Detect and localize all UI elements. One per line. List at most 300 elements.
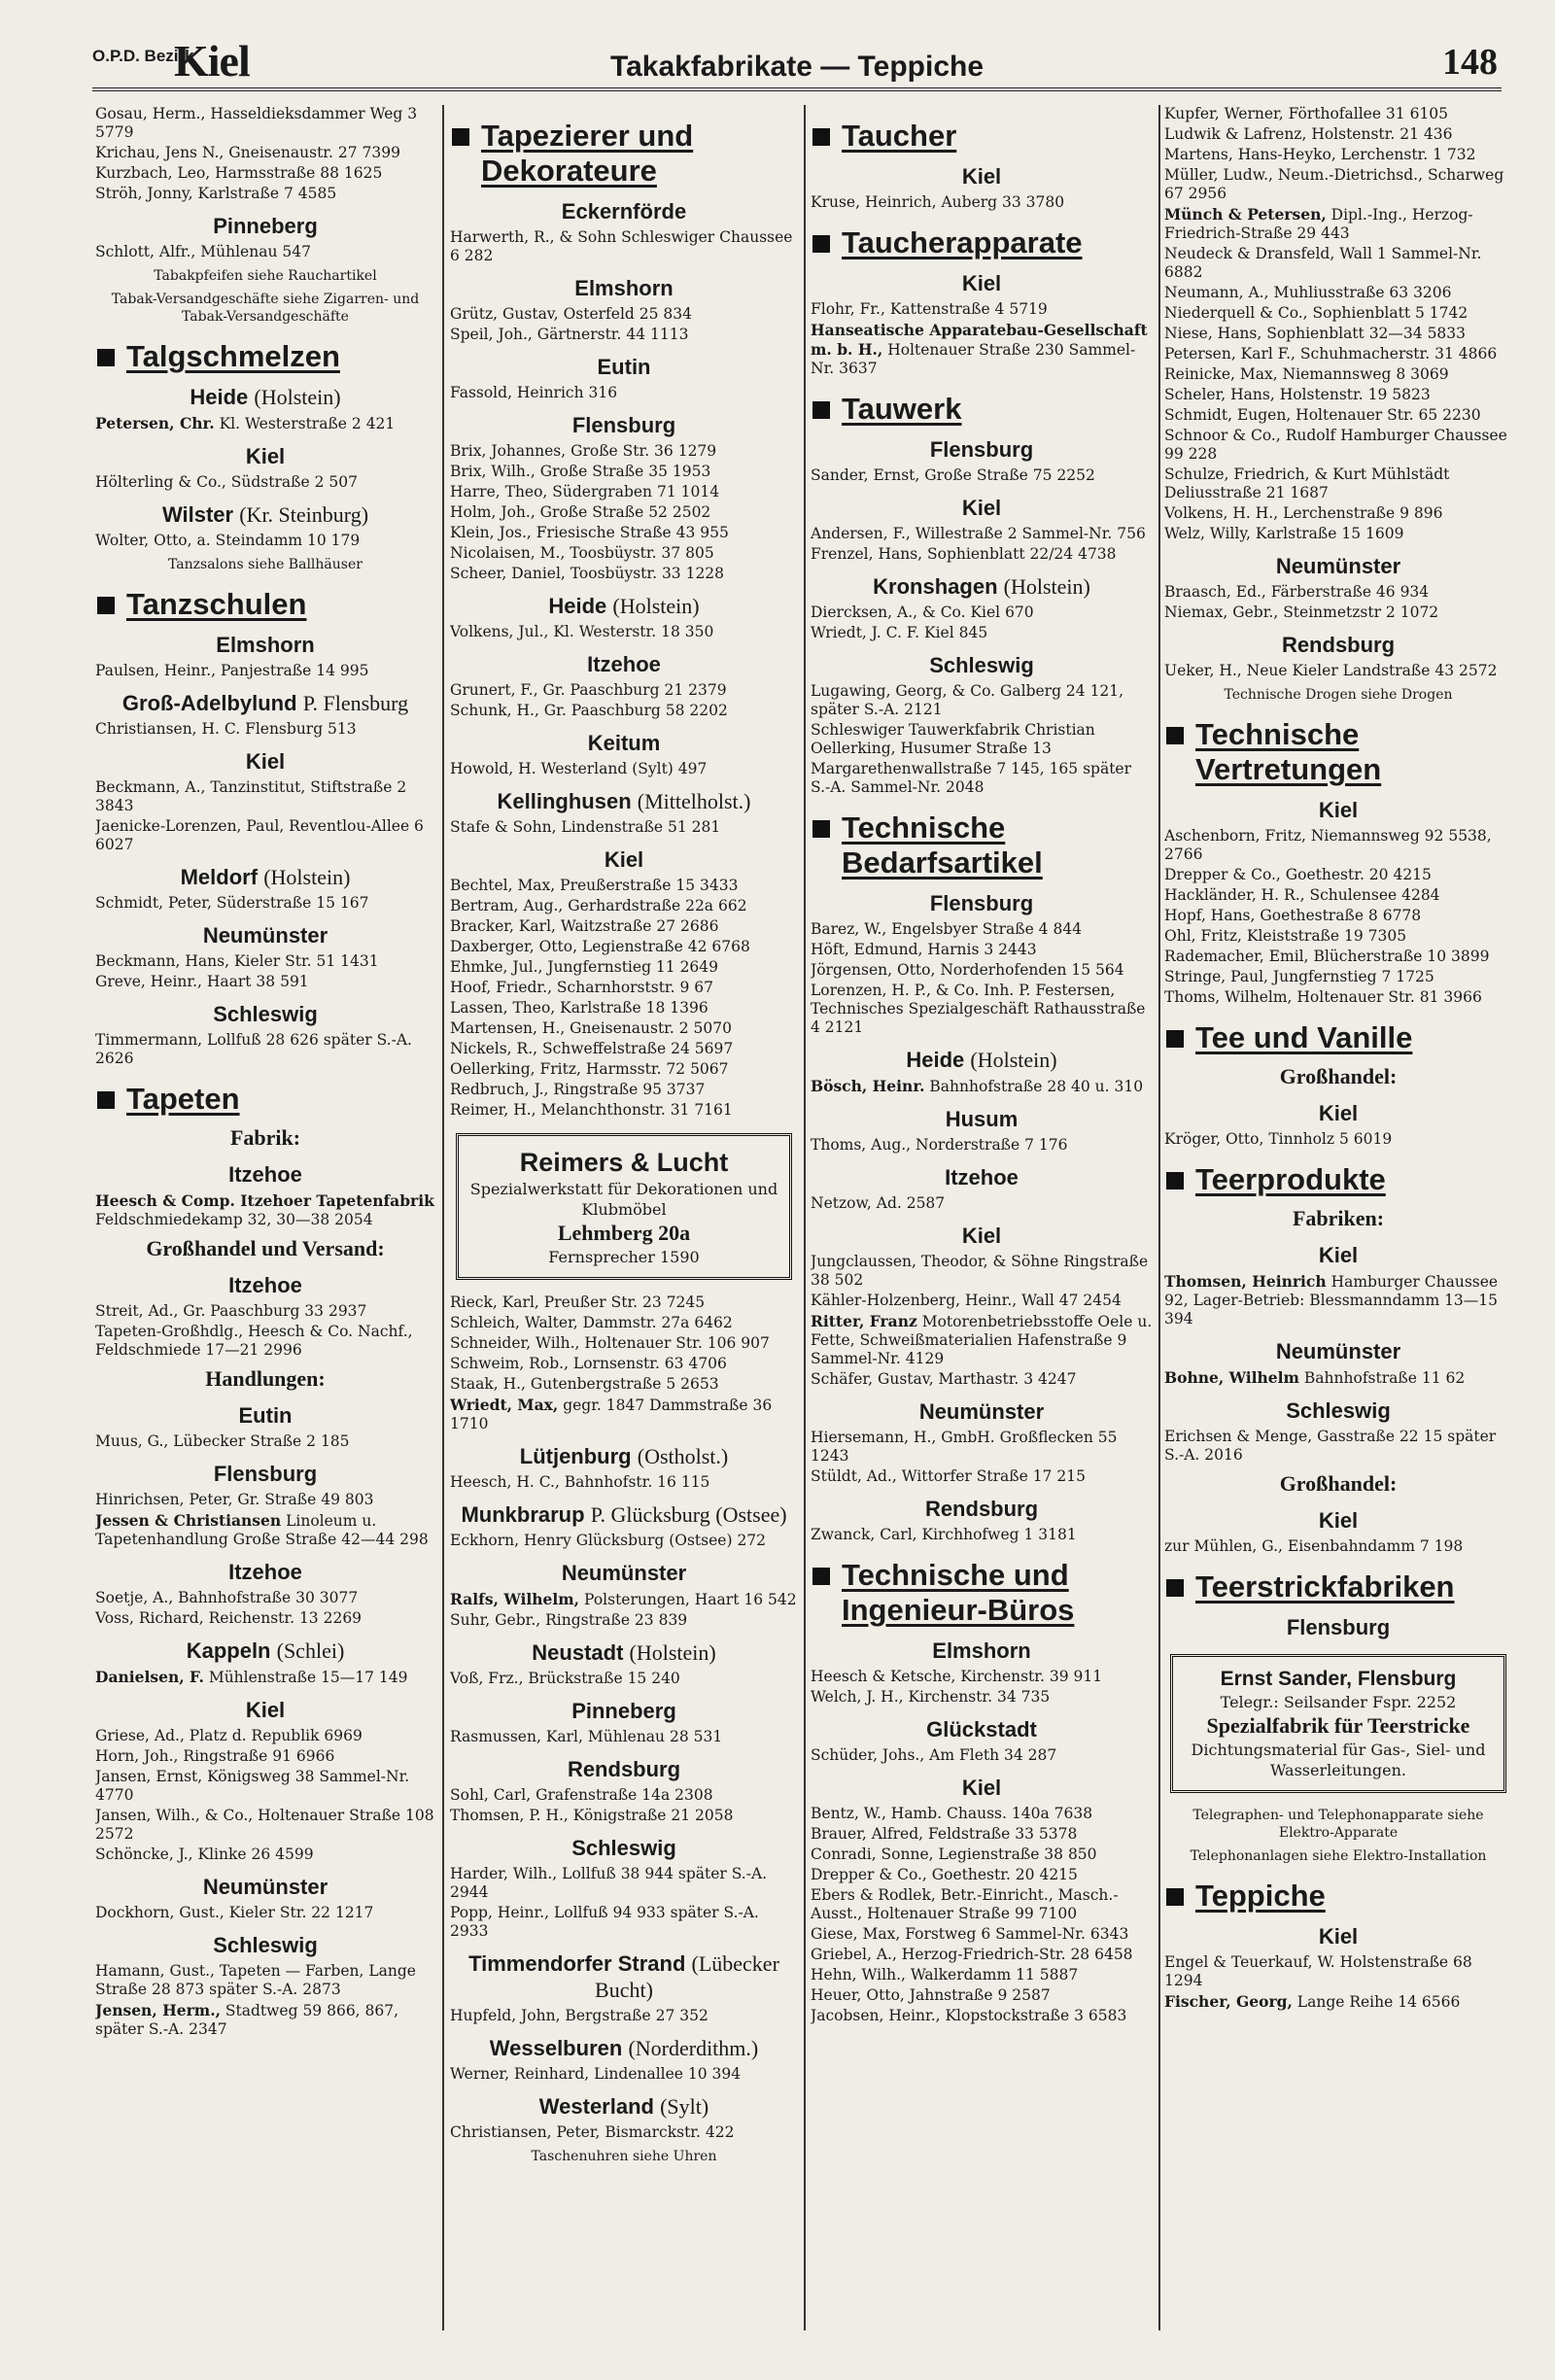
- listing-entry: [450, 1728, 798, 1746]
- listing-entry: [1164, 886, 1512, 905]
- listing-text: Holm, Joh., Große Straße 52 2502: [450, 503, 711, 521]
- category-marker-icon: [1166, 1579, 1184, 1597]
- town-name: Kiel: [961, 1224, 1002, 1248]
- column-divider: [804, 105, 806, 2330]
- town-name: Glückstadt: [926, 1717, 1037, 1742]
- listing-entry: [811, 941, 1153, 959]
- listing-entry: [450, 1355, 798, 1373]
- listing-entry: [1164, 1368, 1512, 1388]
- listing-entry: [450, 681, 798, 700]
- town-suffix: (Holstein): [629, 1640, 716, 1665]
- listing-entry: [450, 565, 798, 583]
- listing-entry: [811, 321, 1153, 378]
- cross-reference: Telegraphen- und Telephonapparate siehe Elektro-Apparate: [1192, 1808, 1484, 1841]
- town-heading: [450, 275, 798, 301]
- town-heading: [811, 1638, 1153, 1664]
- listing-text: Kähler-Holzenberg, Heinr., Wall 47 2454: [811, 1292, 1122, 1309]
- town-suffix: (Mittelholst.): [637, 789, 751, 813]
- town-suffix: (Lübecker Bucht): [595, 1951, 779, 2002]
- town-suffix: (Holstein): [1003, 574, 1090, 599]
- listing-text: Petersen, Karl F., Schuhmacherstr. 31 4866: [1164, 345, 1498, 362]
- listing-text: Bentz, W., Hamb. Chauss. 140a 7638: [811, 1805, 1093, 1822]
- town-heading: [811, 1047, 1153, 1073]
- category-title: Tee und Vanille: [1195, 1020, 1413, 1054]
- listing-entry: [450, 1473, 798, 1492]
- town-heading: [811, 270, 1153, 296]
- listing-entry: [811, 1136, 1153, 1155]
- listing-text: Niese, Hans, Sophienblatt 32—34 5833: [1164, 325, 1467, 342]
- listing-entry: [95, 1747, 435, 1766]
- listing-text: Stüldt, Ad., Wittorfer Straße 17 215: [811, 1467, 1086, 1485]
- listing-entry: [450, 877, 798, 895]
- town-name: Kappeln: [186, 1638, 271, 1663]
- listing-text: Brix, Wilh., Große Straße 35 1953: [450, 463, 711, 480]
- listing-text: Schulze, Friedrich, & Kurt Mühlstädt Deliusstraße 21 1687: [1164, 466, 1450, 501]
- town-heading: [450, 1835, 798, 1861]
- listing-entry: [811, 1312, 1153, 1368]
- listing-entry: [95, 1323, 435, 1360]
- town-name: Kiel: [961, 1776, 1002, 1800]
- listing-text: Jaenicke-Lorenzen, Paul, Reventlou-Allee 6 6027: [95, 817, 424, 853]
- town-name: Neumünster: [1275, 554, 1401, 578]
- town-heading: [811, 1775, 1153, 1801]
- listing-entry: [1164, 907, 1512, 925]
- listing-entry: [450, 917, 798, 936]
- district-label: O.P.D. Bezirk: [92, 47, 194, 65]
- listing-text: Oellerking, Fritz, Harmsstr. 72 5067: [450, 1060, 729, 1078]
- listing-name: Ritter, Franz: [811, 1312, 917, 1330]
- listing-text: Kurzbach, Leo, Harmsstraße 88 1625: [95, 164, 383, 182]
- listing-text: Drepper & Co., Goethestr. 20 4215: [811, 1866, 1078, 1883]
- town-heading: [450, 1560, 798, 1586]
- listing-text: Kruse, Heinrich, Auberg 33 3780: [811, 193, 1065, 211]
- listing-entry: [811, 1429, 1153, 1466]
- listing-text: Barez, W., Engelsbyer Straße 4 844: [811, 920, 1083, 938]
- category-heading: [811, 225, 1153, 260]
- town-name: Flensburg: [929, 891, 1034, 915]
- listing-entry: [811, 1467, 1153, 1486]
- town-heading: [811, 495, 1153, 521]
- listing-text: Jörgensen, Otto, Norderhofenden 15 564: [811, 961, 1124, 979]
- category-marker-icon: [452, 128, 469, 146]
- town-heading: [95, 1402, 435, 1429]
- listing-entry: [811, 1966, 1153, 1984]
- town-name: Eutin: [597, 355, 651, 379]
- listing-entry: [1164, 866, 1512, 884]
- listing-entry: [450, 1334, 798, 1353]
- listing-text: Kl. Westerstraße 2 421: [219, 415, 396, 432]
- town-name: Elmshorn: [574, 276, 674, 300]
- listing-entry: [811, 1526, 1153, 1544]
- listing-text: Schmidt, Eugen, Holtenauer Str. 65 2230: [1164, 406, 1481, 424]
- town-name: Keitum: [587, 731, 661, 755]
- listing-entry: [1164, 304, 1512, 323]
- town-name: Heide: [906, 1048, 965, 1072]
- town-name: Meldorf: [180, 865, 259, 889]
- listing-entry: [450, 1396, 798, 1433]
- listing-entry: [95, 1768, 435, 1805]
- town-name: Lütjenburg: [519, 1444, 632, 1468]
- listing-entry: [811, 1866, 1153, 1884]
- town-heading: [450, 1698, 798, 1724]
- cross-reference: Tanzsalons siehe Ballhäuser: [168, 557, 363, 572]
- town-heading: [450, 354, 798, 380]
- category-marker-icon: [1166, 1888, 1184, 1906]
- listing-entry: [811, 1886, 1153, 1923]
- town-name: Kiel: [245, 749, 286, 774]
- category-marker-icon: [812, 1568, 830, 1585]
- category-heading: [95, 339, 435, 374]
- town-heading: [95, 213, 435, 239]
- listing-entry: [1164, 245, 1512, 282]
- listing-entry: [811, 1946, 1153, 1964]
- town-heading: [95, 1559, 435, 1585]
- category-title: Taucherapparate: [842, 225, 1083, 259]
- listing-text: Linoleum u. Tapetenhandlung Große Straße 42—44 298: [95, 1512, 429, 1548]
- listing-text: Tapeten-Großhdlg., Heesch & Co. Nachf., Feldschmiede 17—21 2996: [95, 1323, 413, 1359]
- town-heading: [450, 846, 798, 873]
- town-name: Eckernförde: [561, 199, 687, 224]
- category-title: Taucher: [842, 119, 957, 153]
- listing-entry: [1164, 166, 1512, 203]
- listing-text: Drepper & Co., Goethestr. 20 4215: [1164, 866, 1432, 883]
- listing-entry: [95, 778, 435, 815]
- page-title: Takakfabrikate — Teppiche: [609, 51, 985, 83]
- listing-text: Lassen, Theo, Karlstraße 18 1396: [450, 999, 708, 1017]
- listing-entry: [811, 721, 1153, 758]
- column-4: [1164, 105, 1512, 2330]
- listing-text: Hopf, Hans, Goethestraße 8 6778: [1164, 907, 1422, 924]
- listing-text: Holtenauer Straße 230 Sammel-Nr. 3637: [811, 341, 1136, 377]
- listing-text: Polsterungen, Haart 16 542: [584, 1591, 797, 1608]
- listing-entry: [450, 1081, 798, 1099]
- listing-text: Kupfer, Werner, Förthofallee 31 6105: [1164, 105, 1449, 122]
- ad-line: Lehmberg 20a: [557, 1221, 691, 1245]
- town-name: Flensburg: [929, 437, 1034, 462]
- listing-entry: [811, 193, 1153, 212]
- listing-entry: [95, 817, 435, 854]
- listing-text: Ehmke, Jul., Jungfernstieg 11 2649: [450, 958, 719, 976]
- listing-text: Hinrichsen, Peter, Gr. Straße 49 803: [95, 1491, 374, 1508]
- listing-entry: [811, 1370, 1153, 1389]
- category-heading: [95, 587, 435, 622]
- listing-entry: [450, 979, 798, 997]
- listing-text: Voss, Richard, Reichenstr. 13 2269: [95, 1609, 363, 1627]
- town-name: Kiel: [961, 496, 1002, 520]
- town-name: Schleswig: [213, 1002, 318, 1026]
- listing-name: Thomsen, Heinrich: [1164, 1272, 1327, 1291]
- listing-text: Schleich, Walter, Dammstr. 27a 6462: [450, 1314, 733, 1331]
- listing-entry: [95, 1302, 435, 1321]
- listing-entry: [811, 525, 1153, 543]
- listing-text: Jungclaussen, Theodor, & Söhne Ringstraße 38 502: [811, 1253, 1149, 1289]
- listing-entry: [1164, 125, 1512, 144]
- listing-text: Neudeck & Dransfeld, Wall 1 Sammel-Nr. 6882: [1164, 245, 1482, 281]
- listing-text: Erichsen & Menge, Gasstraße 22 15 später S.-A. 2016: [1164, 1428, 1497, 1464]
- section-subheading: Großhandel und Versand:: [146, 1236, 385, 1260]
- listing-name: Fischer, Georg,: [1164, 1992, 1293, 2011]
- category-heading: [1164, 717, 1512, 787]
- listing-name: Jessen & Christiansen: [95, 1511, 282, 1530]
- town-name: Itzehoe: [587, 652, 661, 676]
- town-heading: [95, 384, 435, 410]
- category-title: Tapezierer und Dekorateure: [481, 119, 694, 188]
- category-marker-icon: [812, 128, 830, 146]
- town-name: Eutin: [238, 1403, 293, 1428]
- ad-line: Fernsprecher 1590: [548, 1248, 700, 1266]
- listing-text: Netzow, Ad. 2587: [811, 1194, 946, 1212]
- listing-entry: [450, 897, 798, 915]
- category-heading: [450, 119, 798, 189]
- town-heading: [1164, 632, 1512, 658]
- town-heading: [450, 1950, 798, 2003]
- town-heading: [95, 443, 435, 469]
- town-name: Rendsburg: [924, 1497, 1039, 1521]
- town-suffix: (Schlei): [276, 1638, 345, 1663]
- town-suffix: (Norderdithm.): [628, 2036, 759, 2060]
- town-heading: [95, 864, 435, 890]
- column-divider: [442, 105, 444, 2330]
- listing-name: Danielsen, F.: [95, 1668, 204, 1686]
- town-name: Itzehoe: [945, 1165, 1019, 1190]
- listing-text: Harwerth, R., & Sohn Schleswiger Chaussee 6 282: [450, 228, 793, 264]
- town-name: Neumünster: [1275, 1339, 1401, 1363]
- listing-entry: [1164, 146, 1512, 164]
- listing-entry: [1164, 1537, 1512, 1556]
- listing-entry: [1164, 427, 1512, 464]
- category-marker-icon: [97, 349, 115, 366]
- listing-text: Grunert, F., Gr. Paaschburg 21 2379: [450, 681, 727, 699]
- town-name: Heide: [190, 385, 249, 409]
- category-heading: [1164, 1879, 1512, 1914]
- listing-text: Neumann, A., Muhliusstraße 63 3206: [1164, 284, 1452, 301]
- listing-text: Niederquell & Co., Sophienblatt 5 1742: [1164, 304, 1469, 322]
- ad-line: Spezialfabrik für Teerstricke: [1206, 1713, 1470, 1738]
- listing-text: Paulsen, Heinr., Panjestraße 14 995: [95, 662, 369, 679]
- town-heading: [450, 198, 798, 224]
- town-heading: [450, 730, 798, 756]
- listing-entry: [95, 1962, 435, 1999]
- listing-entry: [1164, 406, 1512, 425]
- listing-entry: [95, 894, 435, 913]
- listing-text: Klein, Jos., Friesische Straße 43 955: [450, 524, 729, 541]
- listing-text: Margarethenwallstraße 7 145, 165 später S.-A. Sammel-Nr. 2048: [811, 760, 1132, 796]
- listing-entry: [450, 1040, 798, 1058]
- category-heading: [1164, 1020, 1512, 1055]
- listing-entry: [811, 1805, 1153, 1823]
- listing-text: Hamburger Chaussee 92, Lager-Betrieb: Blessmanndamm 13—15 394: [1164, 1273, 1499, 1328]
- town-suffix: (Kr. Steinburg): [239, 502, 369, 527]
- listing-entry: [811, 2007, 1153, 2025]
- listing-entry: [811, 1668, 1153, 1686]
- listing-entry: [1164, 365, 1512, 384]
- listing-entry: [1164, 1130, 1512, 1149]
- listing-entry: [1164, 1992, 1512, 2012]
- listing-entry: [811, 1746, 1153, 1765]
- town-heading: [95, 632, 435, 658]
- town-heading: [1164, 1397, 1512, 1424]
- town-suffix: (Holstein): [970, 1048, 1057, 1072]
- ad-line: Dichtungsmaterial für Gas-, Siel- und Wasserleitungen.: [1191, 1741, 1486, 1779]
- listing-entry: [95, 185, 435, 203]
- town-heading: [811, 1398, 1153, 1425]
- town-heading: [95, 1272, 435, 1298]
- town-heading: [811, 1106, 1153, 1132]
- listing-text: Speil, Joh., Gärtnerstr. 44 1113: [450, 326, 689, 343]
- listing-text: Jansen, Ernst, Königsweg 38 Sammel-Nr. 4770: [95, 1768, 410, 1804]
- listing-entry: [811, 1986, 1153, 2005]
- listing-text: Redbruch, J., Ringstraße 95 3737: [450, 1081, 706, 1098]
- town-heading: [95, 690, 435, 716]
- listing-text: Volkens, H. H., Lerchenstraße 9 896: [1164, 504, 1443, 522]
- listing-entry: [450, 1532, 798, 1550]
- category-title: Teppiche: [1195, 1879, 1326, 1913]
- category-heading: [811, 392, 1153, 427]
- listing-text: Griese, Ad., Platz d. Republik 6969: [95, 1727, 363, 1744]
- category-heading: [1164, 1162, 1512, 1197]
- town-name: Flensburg: [213, 1462, 318, 1486]
- town-heading: [450, 1501, 798, 1528]
- column-3: [811, 105, 1153, 2330]
- listing-entry: [450, 228, 798, 265]
- listing-text: Stafe & Sohn, Lindenstraße 51 281: [450, 818, 721, 836]
- listing-text: Schäfer, Gustav, Marthastr. 3 4247: [811, 1370, 1077, 1388]
- listing-text: Sohl, Carl, Grafenstraße 14a 2308: [450, 1786, 713, 1804]
- town-name: Kellinghusen: [497, 789, 632, 813]
- town-heading: [811, 163, 1153, 190]
- listing-entry: [450, 958, 798, 977]
- listing-text: Nicolaisen, M., Toosbüystr. 37 805: [450, 544, 714, 562]
- category-title: Teerprodukte: [1195, 1162, 1386, 1196]
- listing-entry: [95, 1845, 435, 1864]
- listing-entry: [450, 326, 798, 344]
- town-name: Itzehoe: [228, 1273, 302, 1297]
- listing-entry: [811, 1845, 1153, 1864]
- listing-entry: [1164, 386, 1512, 404]
- listing-entry: [95, 2001, 435, 2039]
- listing-entry: [811, 760, 1153, 797]
- listing-text: Jansen, Wilh., & Co., Holtenauer Straße 108 2572: [95, 1807, 434, 1843]
- listing-entry: [811, 1292, 1153, 1310]
- listing-entry: [1164, 345, 1512, 363]
- section-subheading: Großhandel:: [1279, 1471, 1398, 1496]
- listing-text: Harder, Wilh., Lollfuß 38 944 später S.-A. 2944: [450, 1865, 768, 1901]
- town-name: Kiel: [1318, 1924, 1359, 1949]
- listing-text: Welch, J. H., Kirchenstr. 34 735: [811, 1688, 1051, 1706]
- town-name: Elmshorn: [216, 633, 315, 657]
- listing-text: Martens, Hans-Heyko, Lerchenstr. 1 732: [1164, 146, 1476, 163]
- listing-entry: [450, 2123, 798, 2142]
- town-heading: [450, 1756, 798, 1782]
- listing-text: Daxberger, Otto, Legienstraße 42 6768: [450, 938, 750, 955]
- ad-line: Ernst Sander, Flensburg: [1220, 1668, 1457, 1690]
- town-suffix: (Holstein): [254, 385, 341, 409]
- listing-entry: [450, 524, 798, 542]
- town-name: Flensburg: [571, 413, 676, 437]
- section-subheading: Großhandel:: [1279, 1064, 1398, 1088]
- town-heading: [1164, 1507, 1512, 1534]
- listing-entry: [95, 414, 435, 433]
- category-heading: [811, 1558, 1153, 1628]
- listing-text: Kröger, Otto, Tinnholz 5 6019: [1164, 1130, 1393, 1148]
- listing-entry: [1164, 968, 1512, 986]
- town-heading: [1164, 1614, 1512, 1640]
- listing-text: Rademacher, Emil, Blücherstraße 10 3899: [1164, 948, 1490, 965]
- listing-entry: [95, 1904, 435, 1922]
- cross-reference: Telephonanlagen siehe Elektro-Installation: [1190, 1848, 1487, 1864]
- listing-entry: [450, 1611, 798, 1630]
- listing-entry: [95, 105, 435, 142]
- listing-text: Hehn, Wilh., Walkerdamm 11 5887: [811, 1966, 1079, 1983]
- listing-entry: [450, 623, 798, 641]
- town-heading: [95, 1874, 435, 1900]
- town-name: Kronshagen: [873, 574, 998, 599]
- town-heading: [450, 2093, 798, 2120]
- town-name: Kiel: [961, 271, 1002, 295]
- listing-text: Diercksen, A., & Co. Kiel 670: [811, 604, 1034, 621]
- listing-text: Lorenzen, H. P., & Co. Inh. P. Festersen, Technisches Spezialgeschäft Rathausstraße 4 2121: [811, 982, 1146, 1036]
- town-name: Kiel: [1318, 1508, 1359, 1533]
- listing-entry: [450, 1807, 798, 1825]
- listing-entry: [1164, 525, 1512, 543]
- listing-entry: [1164, 988, 1512, 1007]
- category-title: Teerstrickfabriken: [1195, 1569, 1455, 1604]
- city-label: Kiel: [174, 36, 250, 86]
- listing-entry: [1164, 827, 1512, 864]
- listing-text: Frenzel, Hans, Sophienblatt 22/24 4738: [811, 545, 1117, 563]
- listing-text: Welz, Willy, Karlstraße 15 1609: [1164, 525, 1404, 542]
- listing-name: Hanseatische Apparatebau-Gesellschaft m. b. H.,: [811, 321, 1148, 359]
- listing-text: Lugawing, Georg, & Co. Galberg 24 121, später S.-A. 2121: [811, 682, 1124, 718]
- listing-text: Soetje, A., Bahnhofstraße 30 3077: [95, 1589, 359, 1606]
- listing-entry: [450, 2065, 798, 2084]
- listing-entry: [450, 1060, 798, 1079]
- listing-name: Bohne, Wilhelm: [1164, 1368, 1299, 1387]
- listing-text: Heesch, H. C., Bahnhofstr. 16 115: [450, 1473, 710, 1491]
- town-heading: [1164, 1923, 1512, 1949]
- category-marker-icon: [97, 1091, 115, 1109]
- ad-line: Reimers & Lucht: [519, 1148, 729, 1177]
- listing-entry: [450, 1293, 798, 1312]
- section-subheading: Fabrik:: [229, 1125, 301, 1150]
- town-heading: [811, 1716, 1153, 1742]
- listing-text: Schleswiger Tauwerkfabrik Christian Oellerking, Husumer Straße 13: [811, 721, 1095, 757]
- listing-text: Motorenbetriebsstoffe Oele u. Fette, Schweißmaterialien Hafenstraße 9 Sammel-Nr. 4129: [811, 1313, 1153, 1367]
- category-marker-icon: [1166, 1172, 1184, 1190]
- listing-text: Christiansen, Peter, Bismarckstr. 422: [450, 2123, 735, 2141]
- town-name: Groß-Adelbylund: [121, 691, 297, 715]
- town-name: Neustadt: [532, 1640, 624, 1665]
- town-name: Rendsburg: [567, 1757, 681, 1781]
- listing-entry: [811, 682, 1153, 719]
- listing-entry: [450, 503, 798, 522]
- town-heading: [450, 593, 798, 619]
- listing-text: Andersen, F., Willestraße 2 Sammel-Nr. 756: [811, 525, 1146, 542]
- listing-entry: [811, 982, 1153, 1037]
- listing-entry: [811, 466, 1153, 485]
- category-title: Technische Bedarfsartikel: [842, 811, 1043, 880]
- advertisement-box: [456, 1133, 792, 1280]
- town-suffix: P. Flensburg: [302, 691, 409, 715]
- town-heading: [95, 1697, 435, 1723]
- category-title: Tauwerk: [842, 392, 962, 426]
- listing-text: Schneider, Wilh., Holtenauer Str. 106 907: [450, 1334, 770, 1352]
- listing-text: Martensen, H., Gneisenaustr. 2 5070: [450, 1019, 732, 1037]
- listing-entry: [95, 1511, 435, 1549]
- listing-text: Krichau, Jens N., Gneisenaustr. 27 7399: [95, 144, 400, 161]
- listing-entry: [1164, 927, 1512, 946]
- listing-text: Ohl, Fritz, Kleiststraße 19 7305: [1164, 927, 1407, 945]
